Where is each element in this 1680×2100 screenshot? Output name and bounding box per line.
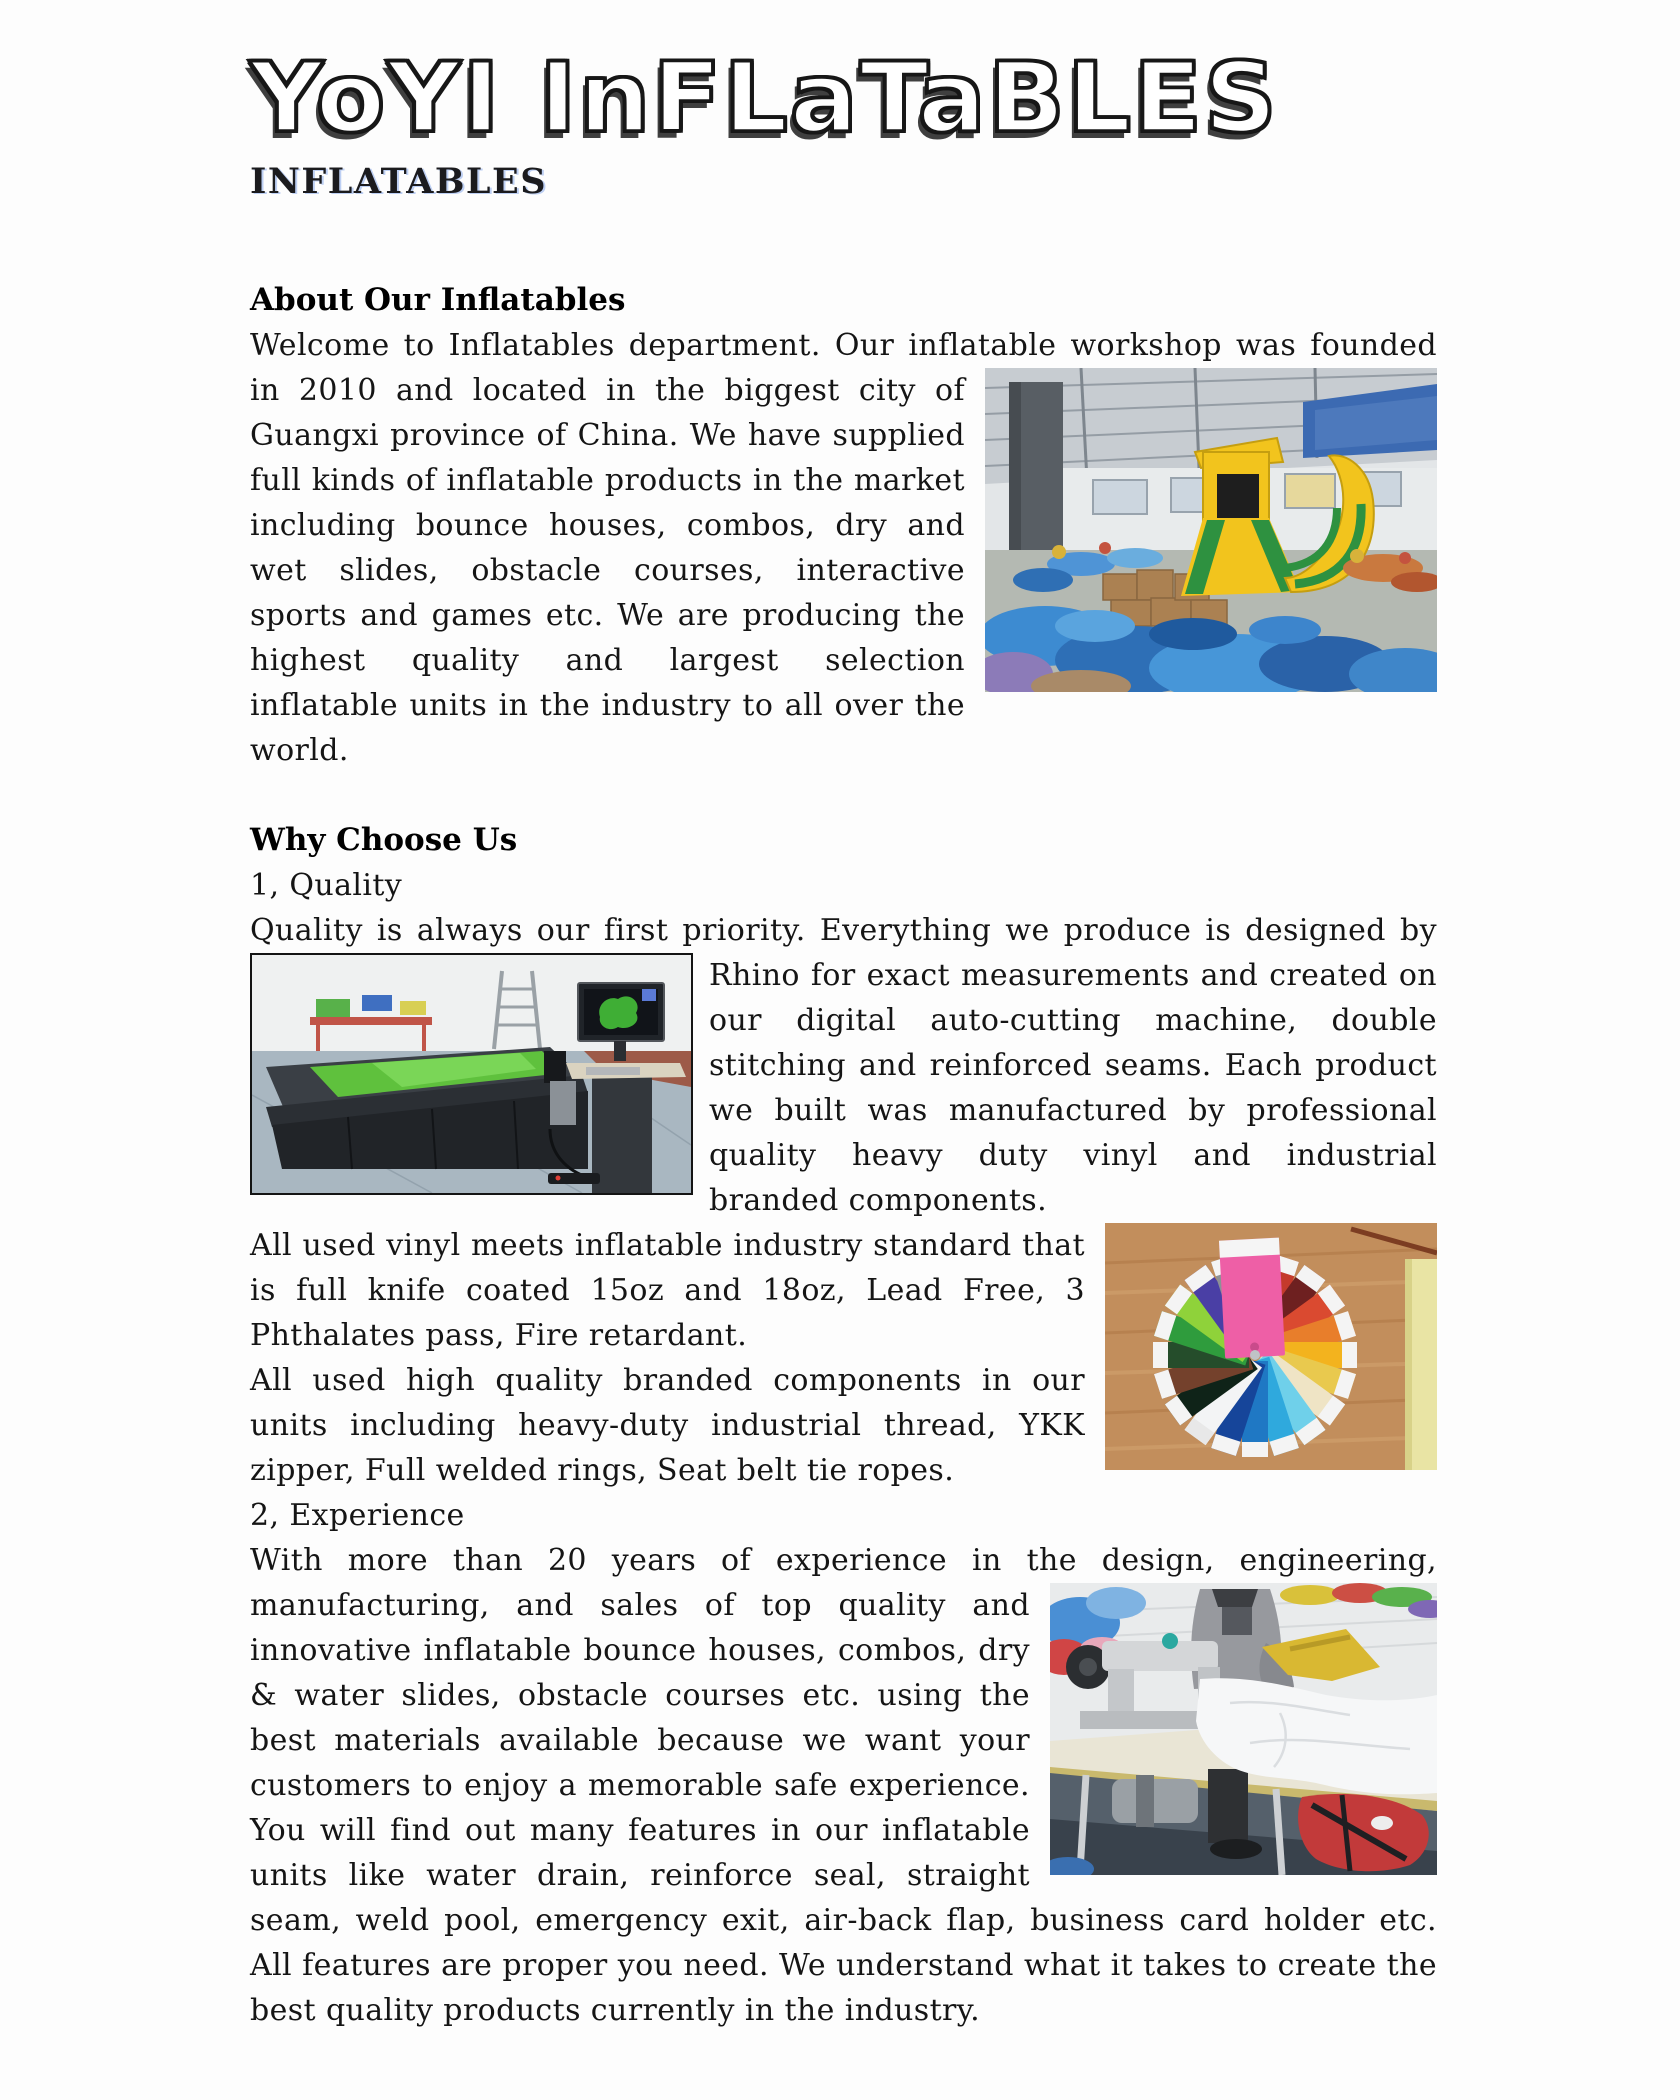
- about-heading: About Our Inflatables: [250, 282, 626, 318]
- experience-subheading: 2, Experience: [250, 1498, 465, 1533]
- section-why-choose-us: [250, 818, 1437, 2033]
- color-swatch-photo-image: [1105, 1223, 1437, 1470]
- vinyl-text: All used vinyl meets inflatable industry standard that is full knife coated 15oz and 18oz, Lead Free, 3 Phthalates pass, Fire retardant.: [250, 1228, 1085, 1353]
- logo-wordmark: INFLATABLES: [250, 161, 547, 202]
- sewing-photo-image: [1050, 1583, 1437, 1875]
- page-header: [250, 42, 1437, 204]
- experience-lead-text: With more than 20 years of experience in the design, engineering,: [250, 1543, 1437, 1578]
- about-body-text: founded in 2010 and located in the biggest city of Guangxi province of China. We have supplied full kinds of inflatable products in the market including bounce houses, combos, dry and wet slides, obstacle courses, interactive sports and games etc. We are producing the highest quality and largest selection inflatable units in the industry to all over the world.: [250, 328, 1438, 768]
- color-swatch-illustration: [1105, 1223, 1437, 1470]
- cutting-machine-photo-image: [250, 953, 693, 1195]
- vinyl-paragraph: [250, 1223, 1437, 1358]
- workshop-photo-image: [985, 368, 1437, 692]
- about-lead-text: Welcome to Inflatables department. Our inflatable workshop was: [250, 328, 1297, 363]
- quality-body-text: by Rhino for exact measurements and created on our digital auto-cutting machine, double stitching and reinforced seams. Each product we built was manufactured by professional quality heavy duty vinyl and industrial branded components.: [709, 913, 1437, 1218]
- section-about: [250, 278, 1437, 773]
- workshop-photo-illustration: [985, 368, 1437, 692]
- sewing-photo-illustration: [1050, 1583, 1437, 1875]
- components-text: All used high quality branded components in our units including heavy-duty industrial thread, YKK zipper, Full welded rings, Seat belt tie ropes.: [250, 1363, 1085, 1488]
- about-paragraph: [250, 323, 1437, 773]
- quality-paragraph: [250, 908, 1437, 1223]
- why-heading: Why Choose Us: [250, 822, 518, 858]
- quality-lead-text: Quality is always our first priority. Everything we produce is designed: [250, 913, 1386, 948]
- experience-paragraph: [250, 1538, 1437, 2033]
- company-logo: YoYI InFLaTaBLES: [250, 42, 1279, 154]
- quality-subheading: 1, Quality: [250, 868, 403, 903]
- cutting-machine-illustration: [252, 955, 691, 1193]
- experience-body-text: manufacturing, and sales of top quality and innovative inflatable bounce houses, combos, dry & water slides, obstacle courses etc. using the best materials available because we want your customers to enjoy a memorable safe experience. You will find out many features in our inflatable units like water drain, reinforce seal, straight seam, weld pool, emergency exit, air-back flap, business card holder etc. All features are proper you need. We understand what it takes to create the best quality products currently in the industry.: [250, 1588, 1437, 2028]
